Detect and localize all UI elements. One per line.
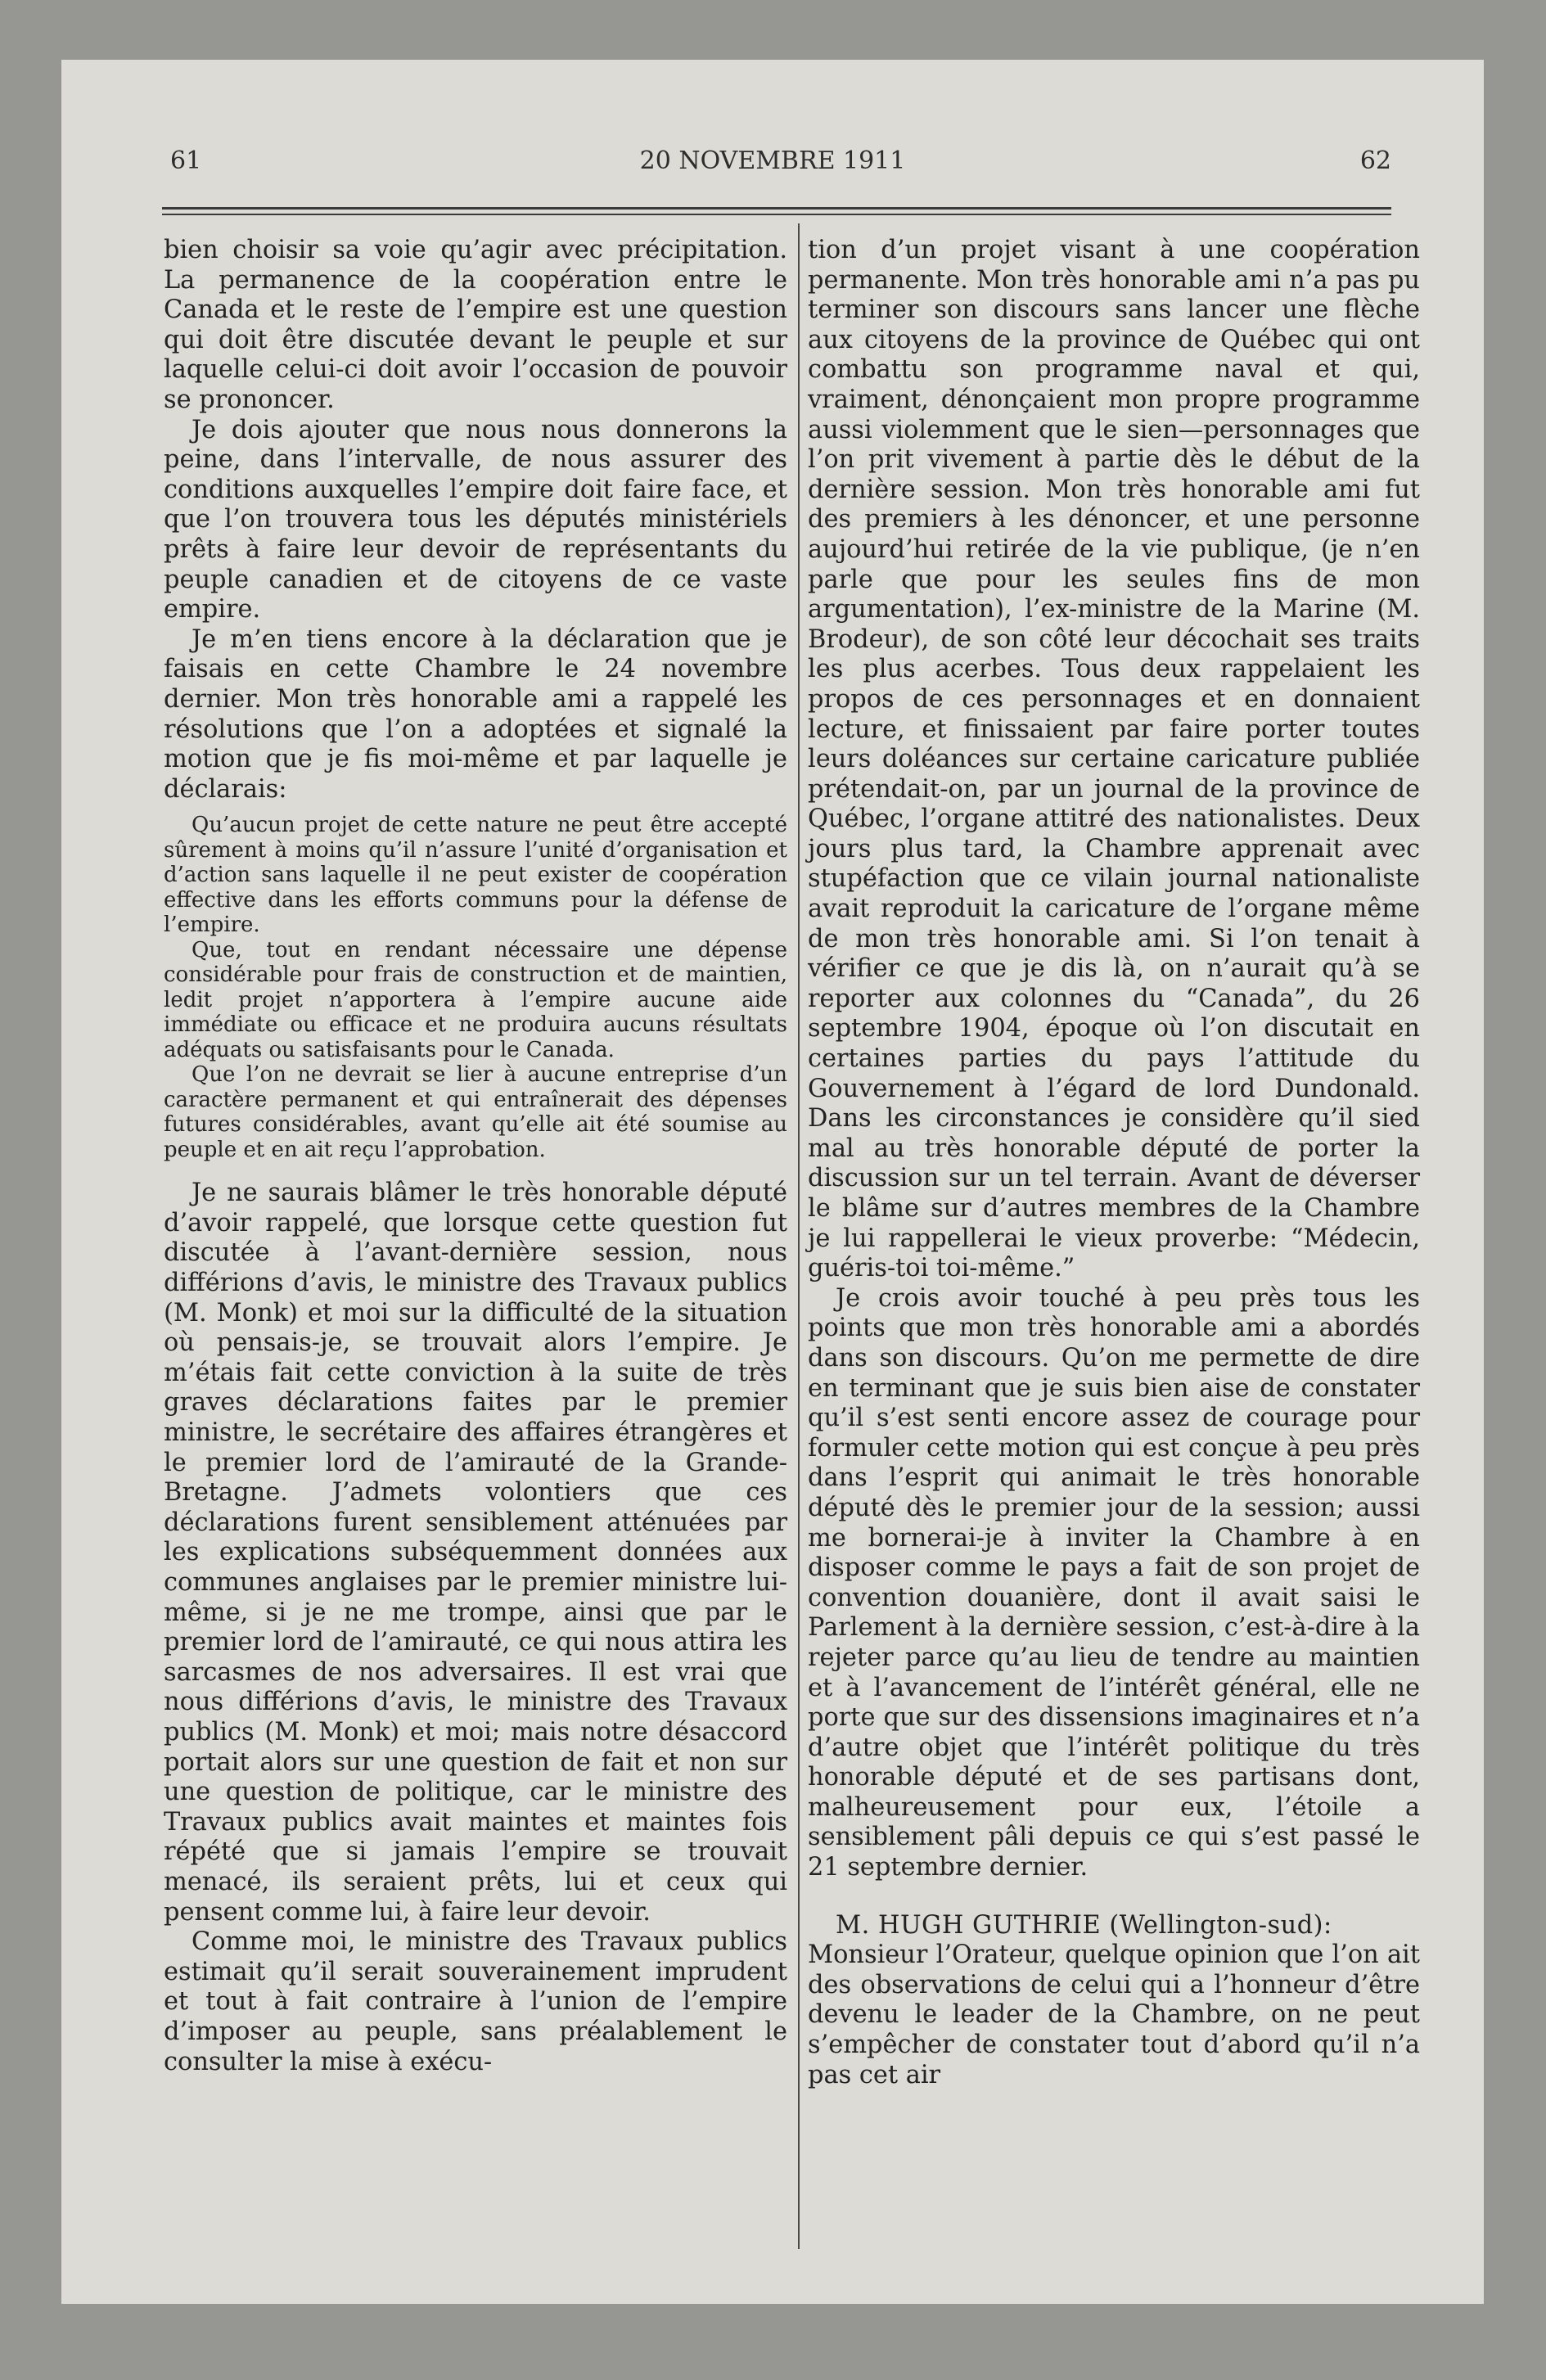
paragraph: Je ne saurais blâmer le très honorable député d’avoir rappelé, que lorsque cette question fut discutée à l’avant-dernière session, nous différions d’avis, le ministre des Travaux publics (M. Monk) et moi sur la difficulté de la situation où pensais-je, se trouvait alors l’empire. Je m’étais fait cette conviction à la suite de très graves déclarations faites par le premier ministre, le secrétaire des affaires étrangères et le premier lord de l’amirauté de la Grande-Bretagne. J’admets volontiers que ces déclarations furent sensiblement atténuées par les explications subséquemment données aux communes anglaises par le premier ministre lui-même, si je ne me trompe, ainsi que par le premier lord de l’amirauté, ce qui nous attira les sarcasmes de nos adversaires. Il est vrai que nous différions d’avis, le ministre des Travaux publics (M. Monk) et moi; mais notre désaccord portait alors sur une question de fait et non sur une question de politique, car le ministre des Travaux publics avait maintes et maintes fois répété que si jamais l’empire se trouvait menacé, ils seraient prêts, lui et ceux qui pensent comme lui, à faire leur devoir. bbox=[164, 1179, 787, 1927]
header-rule-top bbox=[162, 207, 1391, 210]
paragraph: Je dois ajouter que nous nous donnerons la peine, dans l’intervalle, de nous assurer des conditions auxquelles l’empire doit faire face, et que l’on trouvera tous les députés ministériels prêts à faire leur devoir de représentants du peuple canadien et de citoyens de ce vaste empire. bbox=[164, 415, 787, 624]
paragraph: Je m’en tiens encore à la déclaration que je faisais en cette Chambre le 24 novembre dernier. Mon très honorable ami a rappelé les résolutions que l’on a adoptées et signalé la motion que je fis moi-même et par laquelle je déclarais: bbox=[164, 624, 787, 804]
page-number-right: 62 bbox=[1359, 146, 1391, 175]
quote-paragraph: Qu’aucun projet de cette nature ne peut être accepté sûrement à moins qu’il n’assure l’unité d’organisation et d’action sans laquelle il ne peut exister de coopération effective dans les efforts communs pour la défense de l’empire. bbox=[164, 813, 787, 938]
paragraph: tion d’un projet visant à une coopération permanente. Mon très honorable ami n’a pas pu terminer son discours sans lancer une flèche aux citoyens de la province de Québec qui ont combattu son programme naval et qui, vraiment, dénonçaient mon propre programme aussi violemment que le sien—personnages que l’on prit vivement à partie dès le début de la dernière session. Mon très honorable ami fut des premiers à les dénoncer, et une personne aujourd’hui retirée de la vie publique, (je n’en parle que pour les seules fins de mon argumentation), l’ex-ministre de la Marine (M. Brodeur), de son côté leur décochait ses traits les plus acerbes. Tous deux rappelaient les propos de ces personnages et en donnaient lecture, et finissaient par faire porter toutes leurs doléances sur certaine caricature publiée prétendait-on, par un journal de la province de Québec, l’organe attitré des nationalistes. Deux jours plus tard, la Chambre apprenait avec stupéfaction que ce vilain journal nationaliste avait reproduit la caricature de l’organe même de mon très honorable ami. Si l’on tenait à vérifier ce que je dis là, on n’aurait qu’à se reporter aux colonnes du “Canada”, du 26 septembre 1904, époque où l’on discutait en certaines parties du pays l’attitude du Gouvernement à l’égard de lord Dundonald. Dans les circonstances je considère qu’il sied mal au très honorable député de porter la discussion sur un tel terrain. Avant de déverser le blâme sur d’autres membres de la Chambre je lui rappellerai le vieux proverbe: “Médecin, guéris-toi toi-même.” bbox=[808, 236, 1420, 1283]
paragraph: bien choisir sa voie qu’agir avec précipitation. La permanence de la coopération entre le Canada et le reste de l’empire est une question qui doit être discutée devant le peuple et sur laquelle celui-ci doit avoir l’occasion de pouvoir se prononcer. bbox=[164, 236, 787, 414]
paragraph: Comme moi, le ministre des Travaux publics estimait qu’il serait souverainement imprudent et tout à fait contraire à l’union de l’empire d’imposer au peuple, sans préalablement le consulter la mise à exécu- bbox=[164, 1927, 787, 2076]
column-divider bbox=[798, 223, 800, 2249]
page-date: 20 NOVEMBRE 1911 bbox=[639, 146, 906, 175]
speaker-name: M. HUGH GUTHRIE (Wellington-sud): bbox=[836, 1910, 1332, 1940]
header-rule-bottom bbox=[162, 214, 1391, 215]
page-number-left: 61 bbox=[170, 146, 202, 175]
paragraph: Monsieur l’Orateur, quelque opinion que l’on ait des observations de celui qui a l’honneur d’être devenu le leader de la Chambre, on ne peut s’empêcher de constater tout d’abord qu’il n’a pas cet air bbox=[808, 1941, 1420, 2089]
page-header bbox=[61, 145, 1484, 186]
block-quote bbox=[164, 813, 787, 1162]
scanned-page bbox=[61, 60, 1484, 2304]
quote-paragraph: Que, tout en rendant nécessaire une dépense considérable pour frais de construction et de maintien, ledit projet n’apportera à l’empire aucune aide immédiate ou efficace et ne produira aucuns résultats adéquats ou satisfaisants pour le Canada. bbox=[164, 937, 787, 1062]
quote-paragraph: Que l’on ne devrait se lier à aucune entreprise d’un caractère permanent et qui entraînerait des dépenses futures considérables, avant qu’elle ait été soumise au peuple et en ait reçu l’approbation. bbox=[164, 1062, 787, 1162]
right-column bbox=[808, 236, 1420, 2090]
paragraph: Je crois avoir touché à peu près tous les points que mon très honorable ami a abordés dans son discours. Qu’on me permette de dire en terminant que je suis bien aise de constater qu’il s’est senti encore assez de courage pour formuler cette motion qui est conçue à peu près dans l’esprit qui animait le très honorable député dès le premier jour de la session; aussi me bornerai-je à inviter la Chambre à en disposer comme le pays a fait de son projet de convention douanière, dont il avait saisi le Parlement à la dernière session, c’est-à-dire à la rejeter parce qu’au lieu de tendre au maintien et à l’avancement de l’intérêt général, elle ne porte que sur des dissensions imaginaires et n’a d’autre objet que l’intérêt politique du très honorable député et de ses partisans dont, malheureusement pour eux, l’étoile a sensiblement pâli depuis ce qui s’est passé le 21 septembre dernier. bbox=[808, 1283, 1420, 1882]
left-column bbox=[164, 236, 787, 2077]
